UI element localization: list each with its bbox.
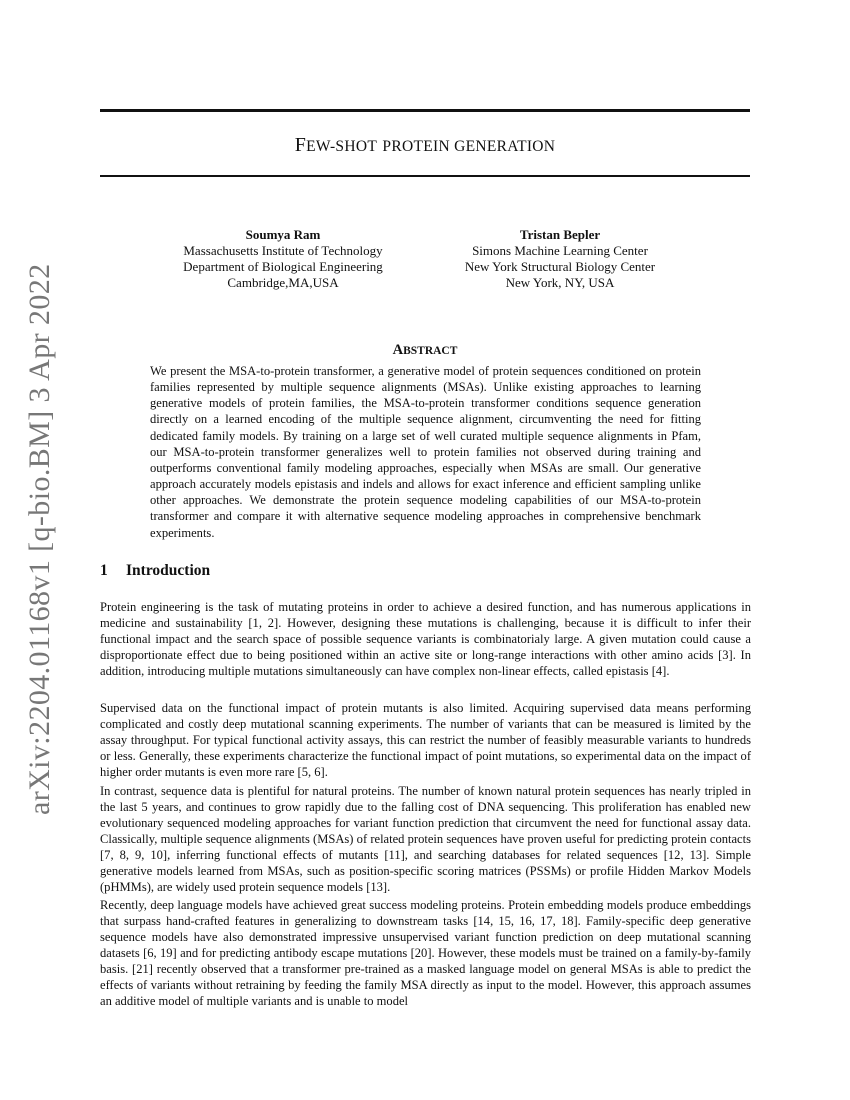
- author-location: Cambridge,MA,USA: [227, 275, 339, 290]
- abstract-heading-rest: BSTRACT: [403, 345, 458, 357]
- intro-paragraph-2: Supervised data on the functional impact of protein mutants is also limited. Acquiring supervised data means performing complicated and costly deep mutational scanning experiments. The number of variants that can be measured is limited by the assay throughput. For typical functional activity assays, this can restrict the number of feasibly measurable variants to hundreds or less. Generally, these experiments characterize the functional impact of point mutations, so experimental data on the impact of higher order mutants is even more rare [5, 6].: [100, 701, 751, 779]
- title-top-rule: [100, 109, 750, 112]
- intro-paragraph-1: Protein engineering is the task of mutating proteins in order to achieve a desired function, and has numerous applications in medicine and sustainability [1, 2]. However, designing these mutations is challenging, because it is difficult to infer their functional impact and the search space of possible sequence variants is combinatorialy large. A given mutation could cause a disproportionate effect due to being positioned within an active site or long-range interactions with other amino acids [3]. In addition, introducing multiple mutations simultaneously can have complex non-linear effects, called epistasis [4].: [100, 600, 751, 678]
- author-name: Tristan Bepler: [519, 227, 601, 242]
- author-department: Department of Biological Engineering: [183, 259, 383, 274]
- author-affiliation: Simons Machine Learning Center: [472, 243, 648, 258]
- abstract-heading-initial: A: [392, 342, 404, 358]
- title-bottom-rule: [100, 175, 750, 177]
- section-heading-introduction: [100, 562, 210, 580]
- intro-paragraph-4: Recently, deep language models have achieved great success modeling proteins. Protein embedding models produce embeddings that surpass hand-crafted features in generalizing to downstream tasks [14, 15, 16, 17, 18]. Family-specific deep generative sequence models have also demonstrated impressive unsupervised variant function prediction on deep mutational scanning datasets [6, 19] and for predicting antibody escape mutations [20]. However, these models must be trained on a family-by-family basis. [21] recently observed that a transformer pre-trained as a masked language model on general MSAs is able to predict the effects of variants without retraining by feeding the family MSA directly as input to the model. However, this approach assumes an additive model of multiple variants and is unable to model: [100, 898, 751, 1008]
- author-department: New York Structural Biology Center: [464, 259, 656, 274]
- abstract-heading: [100, 342, 750, 359]
- title-word-1: EW-SHOT: [306, 138, 378, 155]
- abstract-text: We present the MSA-to-protein transformer, a generative model of protein sequences conditioned on protein families represented by multiple sequence alignments (MSAs). Unlike existing approaches to learning generative models of protein families, the MSA-to-protein transformer conditions sequence generation directly on a learned encoding of the multiple sequence alignment, circumventing the need for fitting dedicated family models. By training on a large set of well curated multiple sequence alignments in Pfam, our MSA-to-protein transformer generalizes well to protein families not observed during training and outperforms conventional family modeling approaches, especially when MSAs are small. Our generative approach accurately models epistasis and indels and allows for exact inference and efficient sampling unlike other approaches. We demonstrate the protein sequence modeling capabilities of our MSA-to-protein transformer and compare it with alternative sequence modeling approaches in comprehensive benchmark experiments.: [150, 364, 701, 540]
- author-affiliation: Massachusetts Institute of Technology: [183, 243, 383, 258]
- section-title: Introduction: [126, 562, 211, 579]
- author-block-1: [133, 227, 433, 291]
- title-words-rest: PROTEIN GENERATION: [382, 138, 556, 155]
- author-location: New York, NY, USA: [505, 275, 615, 290]
- author-name: Soumya Ram: [245, 227, 321, 242]
- section-number: 1: [100, 562, 108, 579]
- author-block-2: [410, 227, 710, 291]
- title-initial-f: F: [294, 134, 307, 156]
- arxiv-identifier-stamp: arXiv:2204.01168v1 [q-bio.BM] 3 Apr 2022: [23, 263, 56, 815]
- paper-title: [100, 134, 750, 157]
- intro-paragraph-3: In contrast, sequence data is plentiful for natural proteins. The number of known natural protein sequences has nearly tripled in the last 5 years, and continues to grow rapidly due to the falling cost of DNA sequencing. This proliferation has enabled new evolutionary sequenced modeling approaches for variant function prediction that circumvent the need for functional assay data. Classically, multiple sequence alignments (MSAs) of related protein sequences have proven useful for predicting protein contacts [7, 8, 9, 10], inferring functional effects of mutants [11], and searching databases for related sequences [12, 13]. Simple generative models learned from MSAs, such as position-specific scoring matrices (PSSMs) or profile Hidden Markov Models (pHMMs), are widely used protein sequence models [13].: [100, 784, 751, 894]
